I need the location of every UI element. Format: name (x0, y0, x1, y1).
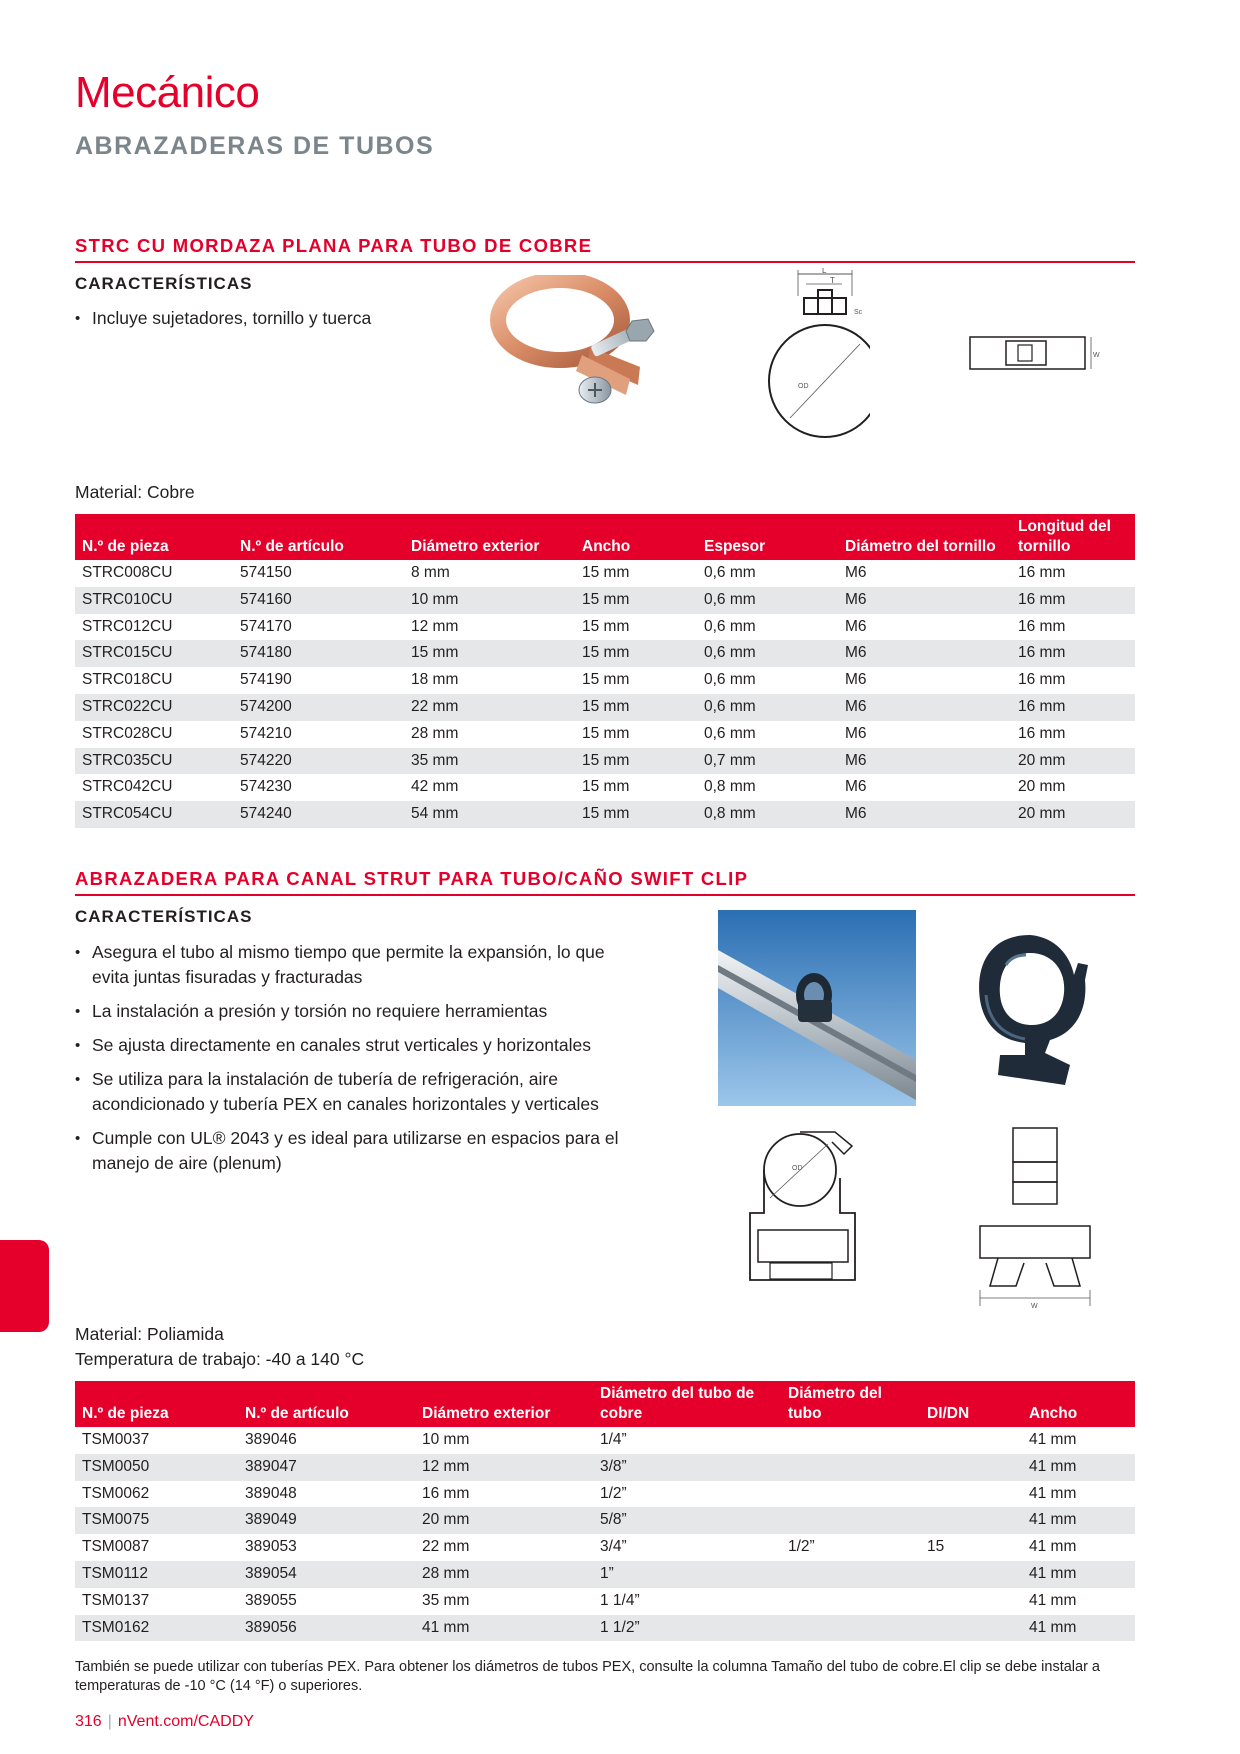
table-cell: 574210 (240, 724, 292, 742)
table-cell: 574220 (233, 748, 404, 775)
table-cell: M6 (838, 694, 1011, 721)
table-row (75, 1615, 1135, 1642)
table-cell: 18 mm (411, 671, 459, 689)
table-cell: 0,6 mm (704, 564, 756, 581)
table-cell (781, 1454, 920, 1481)
section2-material: Material: Poliamida (75, 1324, 224, 1344)
table-row (75, 667, 1135, 694)
dim-label-OD: OD (798, 383, 809, 390)
table-header-row (75, 514, 1135, 560)
table-cell: 5/8” (593, 1507, 781, 1534)
footer-separator: | (107, 1713, 112, 1730)
table-cell: 16 mm (1011, 587, 1135, 614)
table-cell: 574160 (233, 587, 404, 614)
dim-label-W: W (1093, 352, 1100, 359)
section1-features-title: CARACTERÍSTICAS (75, 274, 253, 293)
table-cell: TSM0050 (75, 1454, 238, 1481)
table-cell: 0,6 mm (697, 694, 838, 721)
table-cell: 28 mm (411, 724, 459, 742)
column-header: Ancho (575, 514, 697, 560)
table-cell (920, 1454, 1022, 1481)
column-header: Diámetro exterior (404, 514, 575, 560)
feature-item: • Asegura el tubo al mismo tiempo que permite la expansión, lo que evita juntas fisuradas y fracturadas (75, 940, 640, 990)
section1-rule (75, 261, 1135, 263)
table-cell: 0,6 mm (697, 587, 838, 614)
section2-title: ABRAZADERA PARA CANAL STRUT PARA TUBO/CAÑO SWIFT CLIP (75, 868, 749, 889)
table-cell: 15 mm (575, 694, 697, 721)
table-cell: 574230 (240, 778, 292, 796)
table-cell: 15 mm (582, 564, 630, 581)
table-cell: 0,6 mm (704, 617, 756, 635)
table-cell: 10 mm (404, 587, 575, 614)
table-cell: 15 mm (582, 778, 630, 796)
table-cell (781, 1507, 920, 1534)
section2-table (75, 1381, 1135, 1641)
page-number: 316 (75, 1713, 102, 1730)
copper-clamp-image (490, 275, 665, 415)
dim-label-W: W (1031, 1303, 1038, 1310)
table-cell: TSM0037 (82, 1431, 150, 1448)
table-cell (781, 1427, 920, 1454)
table-cell: 389049 (238, 1507, 415, 1534)
clamp-side-view-drawing (968, 335, 1103, 375)
table-cell: 15 mm (575, 748, 697, 775)
table-cell: 574150 (240, 564, 292, 581)
table-cell: M6 (845, 778, 867, 796)
table-cell: M6 (845, 671, 867, 689)
section1-material: Material: Cobre (75, 482, 195, 502)
swift-clip-installed-photo (718, 910, 916, 1106)
table-cell: 20 mm (1011, 748, 1135, 775)
table-cell: 389046 (245, 1431, 297, 1448)
table-cell: 389048 (245, 1484, 297, 1502)
table-cell: 1/4” (600, 1431, 627, 1448)
table-row (75, 1427, 1135, 1454)
table-cell: 28 mm (415, 1561, 593, 1588)
table-cell: 35 mm (422, 1591, 470, 1609)
table-cell: 3/8” (593, 1454, 781, 1481)
table-row (75, 640, 1135, 667)
table-cell (920, 1561, 1022, 1588)
table-cell: STRC035CU (75, 748, 233, 775)
table-cell: M6 (845, 564, 867, 581)
column-header: Diámetro del tubo (781, 1381, 920, 1427)
table-cell: 41 mm (1029, 1591, 1077, 1609)
table-row (75, 774, 1135, 801)
table-row (75, 748, 1135, 775)
table-cell: STRC028CU (82, 724, 173, 742)
table-cell: 16 mm (1011, 694, 1135, 721)
swift-clip-side-drawing (968, 1118, 1103, 1313)
table-cell: STRC010CU (75, 587, 233, 614)
table-cell: 389056 (238, 1615, 415, 1642)
table-cell: STRC012CU (82, 617, 173, 635)
swift-clip-product-photo (970, 925, 1095, 1090)
column-header: DI/DN (920, 1381, 1022, 1427)
column-header: N.º de artículo (233, 514, 404, 560)
table-cell: 0,8 mm (697, 801, 838, 828)
table-row (75, 1454, 1135, 1481)
table-cell: 574200 (233, 694, 404, 721)
feature-item: • Incluye sujetadores, tornillo y tuerca (75, 306, 495, 331)
table-header-row (75, 1381, 1135, 1427)
table-cell: 16 mm (1011, 640, 1135, 667)
table-cell: 16 mm (1018, 564, 1066, 581)
column-header: N.º de pieza (75, 514, 233, 560)
table-row (75, 801, 1135, 828)
table-cell: 3/4” (600, 1538, 627, 1556)
table-cell: 574240 (233, 801, 404, 828)
table-cell: 15 mm (582, 671, 630, 689)
column-header: N.º de pieza (75, 1381, 238, 1427)
table-cell: STRC018CU (82, 671, 173, 689)
table-row (75, 1507, 1135, 1534)
column-header: Diámetro exterior (415, 1381, 593, 1427)
table-cell: STRC008CU (82, 564, 173, 581)
table-row (75, 721, 1135, 748)
table-cell: 16 mm (1018, 724, 1066, 742)
dim-label-T: T (830, 276, 835, 285)
table-cell: 41 mm (1029, 1484, 1077, 1502)
table-cell: 16 mm (1018, 671, 1066, 689)
table-cell: 41 mm (415, 1615, 593, 1642)
section1-table (75, 514, 1135, 828)
table-cell: 1/2” (788, 1538, 815, 1556)
section2-temperature: Temperatura de trabajo: -40 a 140 °C (75, 1349, 365, 1369)
table-cell: 41 mm (1029, 1538, 1077, 1556)
table-cell: 22 mm (404, 694, 575, 721)
table-cell: 574190 (240, 671, 292, 689)
table-cell: 574180 (233, 640, 404, 667)
table-cell: 20 mm (1018, 778, 1066, 796)
table-cell: 41 mm (1022, 1615, 1135, 1642)
table-cell: 20 mm (415, 1507, 593, 1534)
table-cell: 389054 (238, 1561, 415, 1588)
table-cell: TSM0075 (75, 1507, 238, 1534)
table-cell: M6 (838, 748, 1011, 775)
table-row (75, 614, 1135, 641)
table-row (75, 1561, 1135, 1588)
feature-item: • Cumple con UL® 2043 y es ideal para utilizarse en espacios para el manejo de aire (plenum) (75, 1126, 640, 1176)
table-cell (781, 1588, 920, 1615)
table-cell: 12 mm (415, 1454, 593, 1481)
table-cell: M6 (838, 640, 1011, 667)
table-cell: STRC042CU (82, 778, 173, 796)
table-cell: 35 mm (404, 748, 575, 775)
swift-clip-front-drawing (740, 1118, 870, 1298)
clamp-dimension-drawing (750, 268, 870, 443)
column-header: Longitud del tornillo (1011, 514, 1135, 560)
table-cell: 15 mm (575, 801, 697, 828)
table-cell: 15 mm (575, 640, 697, 667)
dim-label-OD: OD (792, 1165, 803, 1172)
table-cell: TSM0137 (82, 1591, 150, 1609)
table-cell (781, 1481, 920, 1508)
table-cell: 1 1/2” (593, 1615, 781, 1642)
table-cell: 41 mm (1029, 1431, 1077, 1448)
feature-item: • Se ajusta directamente en canales strut verticales y horizontales (75, 1033, 640, 1058)
table-row (75, 560, 1135, 587)
table-cell: 389055 (245, 1591, 297, 1609)
section2-note: También se puede utilizar con tuberías PEX. Para obtener los diámetros de tubos PEX, consulte la columna Tamaño del tubo de cobre.El clip se debe instalar a temperaturas de -10 °C (14 °F) o superiores. (75, 1659, 1100, 1694)
table-cell: 574170 (240, 617, 292, 635)
table-row (75, 1588, 1135, 1615)
table-cell: M6 (845, 724, 867, 742)
table-row (75, 1534, 1135, 1561)
table-cell: 1 1/4” (600, 1591, 640, 1609)
table-cell: 20 mm (1011, 801, 1135, 828)
section2-rule (75, 894, 1135, 896)
table-cell: 12 mm (411, 617, 459, 635)
column-header: N.º de artículo (238, 1381, 415, 1427)
table-cell: 1/2” (600, 1484, 627, 1502)
table-cell (920, 1615, 1022, 1642)
table-cell (920, 1588, 1022, 1615)
table-cell: STRC015CU (75, 640, 233, 667)
column-header: Diámetro del tornillo (838, 514, 1011, 560)
table-cell: M6 (838, 587, 1011, 614)
table-cell: 10 mm (422, 1431, 470, 1448)
table-cell: 0,7 mm (697, 748, 838, 775)
table-cell: 54 mm (404, 801, 575, 828)
table-cell: 389047 (238, 1454, 415, 1481)
table-cell: M6 (838, 801, 1011, 828)
table-cell: 0,6 mm (704, 724, 756, 742)
table-cell (920, 1507, 1022, 1534)
page-title: Mecánico (75, 68, 260, 117)
table-cell: 8 mm (411, 564, 450, 581)
section1-features (75, 306, 495, 340)
table-cell: STRC054CU (75, 801, 233, 828)
table-cell: TSM0112 (75, 1561, 238, 1588)
table-cell: 41 mm (1022, 1454, 1135, 1481)
section1-title: STRC CU MORDAZA PLANA PARA TUBO DE COBRE (75, 235, 593, 256)
table-cell: 22 mm (422, 1538, 470, 1556)
table-cell: 16 mm (422, 1484, 470, 1502)
column-header: Espesor (697, 514, 838, 560)
table-cell: 15 mm (582, 617, 630, 635)
table-cell: 15 mm (575, 587, 697, 614)
dim-label-L: L (822, 268, 827, 275)
table-cell: 41 mm (1022, 1561, 1135, 1588)
table-cell: 15 mm (404, 640, 575, 667)
footer-site-link[interactable]: nVent.com/CADDY (117, 1713, 254, 1730)
section2-features (75, 940, 640, 1185)
table-cell (920, 1427, 1022, 1454)
table-cell: STRC022CU (75, 694, 233, 721)
column-header: Ancho (1022, 1381, 1135, 1427)
table-cell: 15 mm (582, 724, 630, 742)
table-cell (781, 1561, 920, 1588)
dim-label-Sc: Sc (854, 309, 863, 316)
table-cell: 1” (593, 1561, 781, 1588)
column-header: Diámetro del tubo de cobre (593, 1381, 781, 1427)
table-cell: M6 (845, 617, 867, 635)
table-cell: TSM0062 (82, 1484, 150, 1502)
table-cell: 15 (927, 1538, 945, 1556)
table-row (75, 1481, 1135, 1508)
section2-features-title: CARACTERÍSTICAS (75, 907, 253, 926)
table-cell: TSM0162 (75, 1615, 238, 1642)
table-cell: 42 mm (411, 778, 459, 796)
feature-item: • La instalación a presión y torsión no requiere herramientas (75, 999, 640, 1024)
page-subtitle: ABRAZADERAS DE TUBOS (75, 132, 435, 160)
table-row (75, 587, 1135, 614)
feature-item: • Se utiliza para la instalación de tubería de refrigeración, aire acondicionado y tubería PEX en canales horizontales y verticales (75, 1067, 640, 1117)
table-row (75, 694, 1135, 721)
page-footer (75, 1713, 254, 1731)
table-cell: 16 mm (1018, 617, 1066, 635)
table-cell: 0,6 mm (697, 640, 838, 667)
table-cell: 41 mm (1022, 1507, 1135, 1534)
table-cell (920, 1481, 1022, 1508)
table-cell: 0,6 mm (704, 671, 756, 689)
section-tab-marker (0, 1240, 49, 1332)
table-cell (781, 1615, 920, 1642)
table-cell: TSM0087 (82, 1538, 150, 1556)
table-cell: 389053 (245, 1538, 297, 1556)
table-cell: 0,8 mm (704, 778, 756, 796)
